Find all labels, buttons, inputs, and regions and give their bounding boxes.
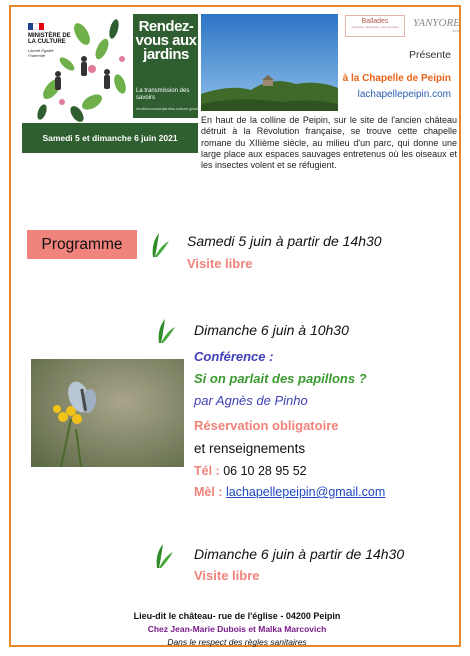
event-2-type: Conférence :	[194, 349, 274, 364]
email-label: Mèl :	[194, 485, 223, 499]
renseignements-label: et renseignements	[194, 441, 306, 456]
leaf-icon	[155, 315, 177, 345]
ministere-label: MINISTÈRE DE LA CULTURE	[28, 33, 71, 45]
event-2-topic: Si on parlait des papillons ?	[194, 371, 367, 386]
rendezvous-subtitle: La transmission des savoirs	[136, 88, 190, 101]
event-2-speaker: par Agnès de Pinho	[194, 393, 308, 408]
event-3-detail: Visite libre	[194, 568, 260, 583]
event-3-date: Dimanche 6 juin à partir de 14h30	[194, 546, 405, 562]
devise-label: Liberté Égalité Fraternité	[28, 48, 54, 58]
yanyore-logo-subtext: ASSO	[452, 29, 460, 33]
yanyore-logo	[413, 17, 460, 33]
partner-logos	[345, 15, 460, 41]
butterfly-photo	[31, 359, 184, 467]
ballades-logo-text: Ballades	[361, 18, 389, 25]
presente-label: Présente	[408, 49, 451, 61]
ballades-logo-subtext: naturelles, artistiques, patrimoniales	[351, 25, 399, 29]
event-2-date: Dimanche 6 juin à 10h30	[194, 322, 349, 338]
rendezvous-title: Rendez-vous aux jardins	[135, 18, 197, 63]
email-link[interactable]: lachapellepeipin@gmail.com	[225, 485, 386, 499]
footer-rules: Dans le respect des règles sanitaires	[167, 637, 307, 647]
email-line	[194, 485, 385, 499]
footer-hosts: Chez Jean-Marie Dubois et Malka Marcovich	[147, 624, 327, 634]
venue-label: à la Chapelle de Peipin	[342, 73, 451, 84]
french-flag-icon	[28, 23, 44, 30]
programme-badge: Programme	[27, 230, 137, 259]
phone-number[interactable]: 06 10 28 95 52	[223, 464, 307, 478]
footer-address: Lieu-dit le château- rue de l'église - 04200 Peipin	[133, 611, 341, 621]
chapel-hill-photo	[201, 14, 338, 111]
website-link[interactable]: lachapellepeipin.com	[357, 89, 451, 100]
rendezvous-note: rendezvousauxjardins.culture.gouv.fr	[136, 106, 202, 111]
intro-paragraph: En haut de la colline de Peipin, sur le site de l'ancien château détruit à la Révolution française, se trouve cette chapelle romane du XIIième siècle, au milieu d'un parc, qui donne une large place aux espaces sauvages entretenus où les oiseaux et les insectes volent et se réfugient.	[201, 115, 457, 171]
event-1-detail: Visite libre	[187, 256, 253, 271]
reservation-label: Réservation obligatoire	[194, 418, 339, 433]
ballades-logo	[345, 15, 405, 37]
leaf-icon	[149, 229, 171, 259]
event-1-date: Samedi 5 juin à partir de 14h30	[187, 233, 382, 249]
phone-line	[194, 464, 307, 478]
leaf-icon	[153, 540, 175, 570]
yanyore-logo-text: YANYORE	[413, 17, 460, 29]
phone-label: Tél :	[194, 464, 220, 478]
dates-banner: Samedi 5 et dimanche 6 juin 2021	[22, 123, 198, 153]
flyer-page	[9, 5, 461, 647]
